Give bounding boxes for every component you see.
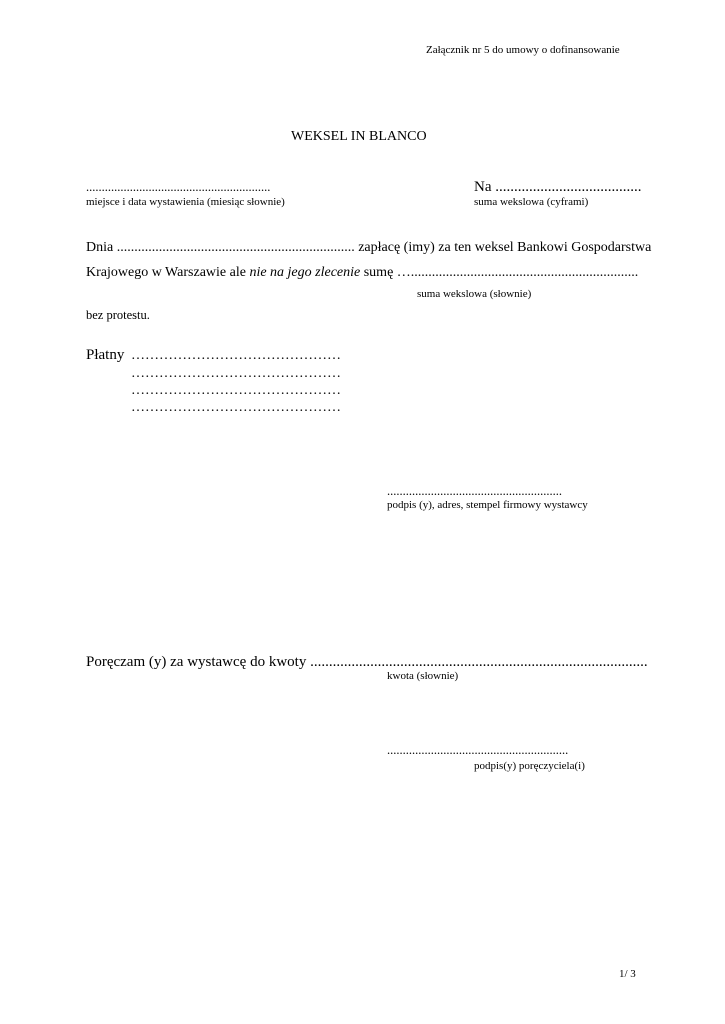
attachment-note: Załącznik nr 5 do umowy o dofinansowanie (426, 44, 620, 56)
guarantee-amount-caption: kwota (słownie) (387, 670, 459, 682)
payable-line-3: ……………………………………… (131, 383, 341, 398)
payable-line-2: ……………………………………… (131, 366, 341, 381)
payable-line-4: ……………………………………… (131, 400, 341, 415)
without-protest: bez protestu. (86, 308, 150, 322)
guarantor-signature-caption: podpis(y) poręczyciela(i) (474, 760, 585, 772)
body-line-1: Dnia .................................................................... zapłacę (imy) za ten weksel Bankowi Gospodarstwa (86, 240, 652, 255)
amount-words-caption: suma wekslowa (słownie) (417, 288, 532, 300)
place-date-caption: miejsce i data wystawienia (miesiąc słownie) (86, 196, 285, 208)
not-to-order-clause: nie na jego zlecenie (249, 265, 361, 280)
body-line-2 (86, 265, 638, 281)
amount-digits-caption: suma wekslowa (cyframi) (474, 196, 589, 208)
payable-line-1: ……………………………………… (131, 348, 341, 363)
amount-digits-line: Na ....................................... (474, 179, 642, 195)
document-title: WEKSEL IN BLANCO (291, 129, 427, 144)
guarantor-signature-line: .......................................................... (387, 743, 569, 757)
issuer-signature-caption: podpis (y), adres, stempel firmowy wystawcy (387, 499, 588, 511)
issuer-signature-line: ........................................................ (387, 484, 562, 498)
payable-label: Płatny (86, 347, 125, 363)
body-line-2-suffix: sumę …................................................................. (360, 265, 639, 280)
place-date-line: ........................................................... (86, 180, 271, 194)
guarantee-line: Poręczam (y) za wystawcę do kwoty .......................................................................................... (86, 654, 648, 670)
body-line-2-prefix: Krajowego w Warszawie ale (86, 265, 250, 280)
page-number: 1/ 3 (619, 968, 636, 980)
